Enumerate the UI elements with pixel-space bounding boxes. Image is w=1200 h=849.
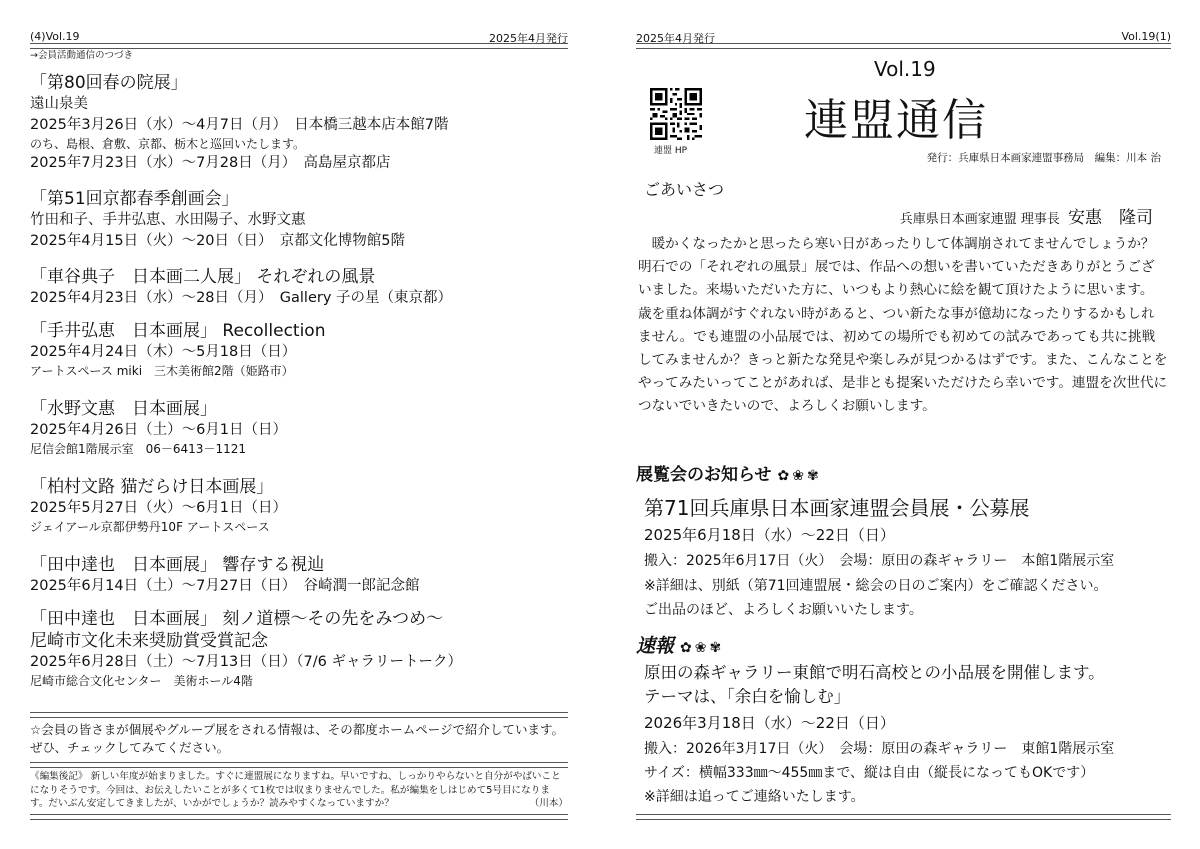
event-line: 遠山泉美 — [30, 96, 88, 112]
event-line: 尼崎市総合文化センター 美術ホール4階 — [30, 674, 253, 688]
header-rule — [636, 43, 1171, 49]
right-header-issue: Vol.19(1) — [1121, 30, 1171, 43]
qr-label: 連盟 HP — [654, 146, 688, 156]
event-item — [30, 188, 568, 252]
event-line: 竹田和子、手井弘恵、水田陽子、水野文惠 — [30, 212, 306, 228]
flower-icon: ✿❀✾ — [680, 640, 725, 656]
event-line: 2025年4月26日（土）～6月1日（日） — [30, 422, 288, 438]
exhibit-section-heading — [636, 460, 822, 485]
news-detail: ※詳細は追ってご連絡いたします。 — [644, 789, 865, 805]
president-role: 兵庫県日本画家連盟 理事長 — [899, 212, 1060, 227]
event-line: 尼崎市文化未来奨励賞受賞記念 — [30, 631, 268, 651]
president-byline — [900, 203, 1153, 228]
continued-note: →会員活動通信のつづき — [30, 50, 133, 61]
divider-rule — [30, 762, 568, 768]
event-line: ジェイアール京都伊勢丹10F アートスペース — [30, 520, 270, 534]
event-title: 「柏村文路 猫だらけ日本画展」 — [30, 477, 274, 497]
exhibit-title: 第71回兵庫県日本画家連盟会員展・公募展 — [644, 496, 1030, 520]
exhibit-request: ご出品のほど、よろしくお願いいたします。 — [644, 602, 923, 618]
event-title: 「田中達也 日本画展」 刻ノ道標～その先をみつめ～ — [30, 609, 444, 629]
greeting-body — [638, 233, 1168, 419]
event-line: 2025年3月26日（水）～4月7日（月） 日本橋三越本店本館7階 — [30, 117, 449, 133]
greeting-paragraph: 歳を重ね体調がすぐれない時があると、つい新たな事が億劫になったりするかもしれません。でも連盟の小品展では、初めての場所でも初めての試みであっても共に挑戦してみませんか？きっと新たな発見や楽しみが見つかるはずです。また、こんなことをやってみたいってことがあれば、是非とも提案いただけたら幸いです。連盟を次世代につないでいきたいので、よろしくお願いします。 — [638, 305, 1168, 415]
event-line: 2025年6月28日（土）～7月13日（日）（7/6 ギャラリートーク） — [30, 654, 462, 670]
right-header — [636, 30, 1171, 44]
footer-rule — [636, 814, 1171, 820]
member-info-note: ☆会員の皆さまが個展やグループ展をされる情報は、その都度ホームページで紹介しています。ぜひ、チェックしてみてください。 — [30, 722, 564, 755]
publisher-line: 発行：兵庫県日本画家連盟事務局 編集：川本 治 — [926, 152, 1161, 164]
greeting-heading: ごあいさつ — [644, 180, 725, 199]
news-heading-text: 速報 — [636, 635, 675, 657]
left-header-date: 2025年4月発行 — [489, 32, 568, 45]
news-size: サイズ：横幅333㎜～455㎜まで、縦は自由（縦長になってもOKです） — [644, 765, 1095, 781]
event-item — [30, 266, 568, 309]
event-line: のち、島根、倉敷、京都、栃木と巡回いたします。 — [30, 137, 306, 151]
newsletter-title: 連盟通信 — [804, 95, 988, 146]
news-section-heading — [636, 631, 724, 658]
qr-code-icon[interactable] — [650, 88, 702, 140]
event-line: 2025年4月15日（火）～20日（日） 京都文化博物館5階 — [30, 233, 406, 249]
exhibit-delivery: 搬入：2025年6月17日（火） 会場：原田の森ギャラリー 本館1階展示室 — [644, 553, 1115, 569]
event-item — [30, 398, 568, 458]
president-name: 安惠 隆司 — [1068, 208, 1153, 228]
event-item — [30, 554, 568, 597]
news-theme: テーマは、「余白を愉しむ」 — [644, 687, 851, 706]
editor-signature: （川本） — [529, 798, 568, 809]
event-item — [30, 608, 568, 690]
event-item — [30, 72, 568, 174]
event-line: 2025年4月23日（水）～28日（月） Gallery 子の星（東京都） — [30, 290, 453, 306]
flower-icon: ✿❀✾ — [777, 468, 822, 484]
event-line: 2025年4月24日（木）～5月18日（日） — [30, 344, 297, 360]
event-title: 「第80回春の院展」 — [30, 73, 188, 93]
editor-note-text: 《編集後記》 新しい年度が始まりました。すぐに連盟展になりますね。早いですね、しっかりやらないと自分がやばいことになりそうです。今回は、お伝えしたいことが多くて1枚では収まりませんでした。私が編集をしはじめて5号目になります。だいぶん安定してきましたが、いかがでしょうか？読みやすくなっていますか？ — [30, 771, 561, 809]
right-header-date: 2025年4月発行 — [636, 32, 715, 45]
left-header-issue: (4)Vol.19 — [30, 30, 80, 43]
event-title: 「車谷典子 日本画二人展」 それぞれの風景 — [30, 267, 376, 287]
exhibit-date: 2025年6月18日（水）～22日（日） — [644, 526, 895, 544]
page-right — [636, 0, 1171, 849]
news-delivery: 搬入：2026年3月17日（火） 会場：原田の森ギャラリー 東館1階展示室 — [644, 741, 1115, 757]
page-left — [30, 0, 568, 849]
footer-rule — [30, 814, 568, 820]
event-line: アートスペース miki 三木美術館2階（姫路市） — [30, 364, 294, 378]
left-header — [30, 30, 568, 44]
exhibit-heading-text: 展覧会のお知らせ — [636, 465, 772, 485]
event-line: 尼信会館1階展示室 06－6413－1121 — [30, 442, 246, 456]
event-title: 「水野文惠 日本画展」 — [30, 399, 217, 419]
greeting-paragraph: 暖かくなったかと思ったら寒い日があったりして体調崩されてませんでしょうか？明石での「それぞれの風景」展では、作品への想いを書いていただきありがとうございました。来場いただいた方に、いつもより熱心に絵を観て頂けたように思います。 — [638, 236, 1155, 299]
news-date: 2026年3月18日（水）～22日（日） — [644, 714, 895, 732]
event-line: 2025年6月14日（土）～7月27日（日） 谷崎潤一郎記念館 — [30, 578, 420, 594]
event-line: 2025年5月27日（火）～6月1日（日） — [30, 500, 288, 516]
event-item — [30, 476, 568, 536]
event-title: 「田中達也 日本画展」 響存する視辿 — [30, 555, 325, 575]
news-line: 原田の森ギャラリー東館で明石高校との小品展を開催します。 — [644, 663, 1105, 682]
event-line: 2025年7月23日（水）～7月28日（月） 高島屋京都店 — [30, 155, 391, 171]
event-item — [30, 320, 568, 380]
issue-volume: Vol.19 — [874, 57, 936, 81]
event-title: 「第51回京都春季創画会」 — [30, 189, 239, 209]
editor-note — [30, 770, 568, 811]
exhibit-detail: ※詳細は、別紙（第71回連盟展・総会の日のご案内）をご確認ください。 — [644, 578, 1108, 594]
divider-rule — [30, 712, 568, 718]
event-title: 「手井弘恵 日本画展」 Recollection — [30, 321, 326, 341]
